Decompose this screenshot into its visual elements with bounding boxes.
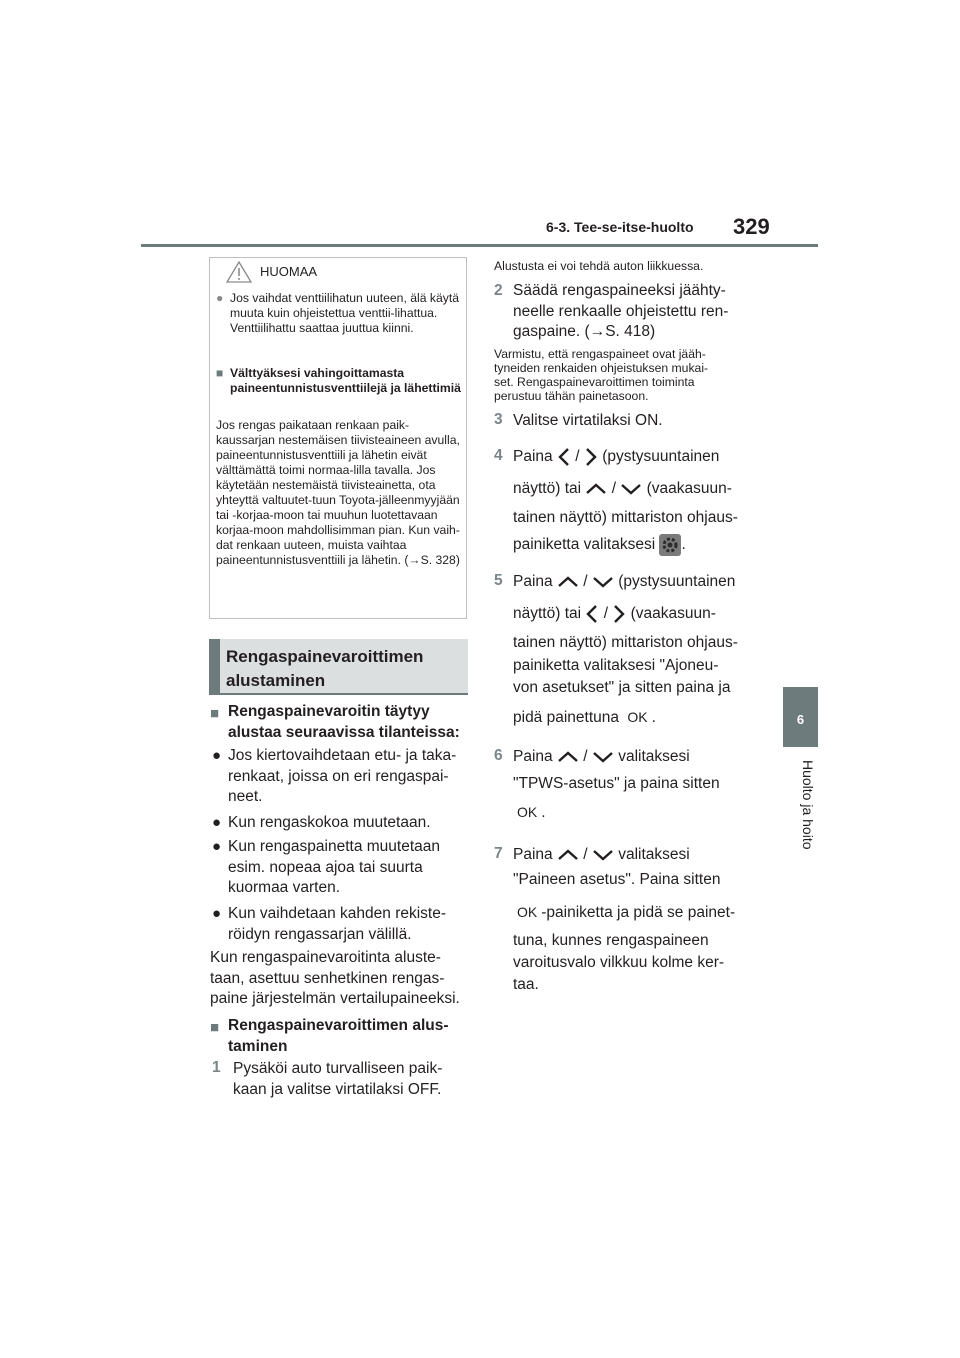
- step-text: OK -painiketta ja pidä se painet-: [513, 902, 735, 924]
- bullet-icon: ●: [212, 838, 222, 855]
- header-rule: [141, 244, 818, 247]
- list-item: Kun rengaskokoa muutetaan.: [228, 814, 431, 831]
- chevron-up-icon: [557, 575, 579, 589]
- chevron-right-icon: [584, 447, 598, 467]
- step-number: 1: [212, 1059, 221, 1076]
- chapter-number: 6: [796, 712, 805, 727]
- section-header: 6-3. Tee-se-itse-huolto: [546, 219, 694, 235]
- list-item: Kun vaihdetaan kahden rekiste- röidyn rengassarjan välillä.: [228, 905, 447, 943]
- step-text: näyttö) tai / (vaakasuun-: [513, 605, 716, 623]
- step-text: Pysäköi auto turvalliseen paik- kaan ja valitse virtatilaksi OFF.: [233, 1060, 443, 1098]
- list-item: Jos kiertovaihdetaan etu- ja taka- renkaat, joissa on eri rengaspai- neet.: [228, 747, 457, 805]
- section-title-line: Rengaspainevaroittimen: [226, 647, 424, 666]
- bullet-icon: ●: [212, 747, 222, 764]
- bullet-icon: ●: [212, 814, 222, 831]
- chevron-down-icon: [592, 848, 614, 862]
- step-number: 5: [494, 572, 503, 589]
- step-text: näyttö) tai / (vaakasuun-: [513, 480, 732, 497]
- chevron-down-icon: [620, 482, 642, 496]
- chevron-right-icon: [612, 604, 626, 624]
- bullet-icon: ●: [212, 905, 222, 922]
- step-number: 7: [494, 845, 503, 862]
- section-title: [226, 645, 423, 693]
- notice-item-body: Jos rengas paikataan renkaan paik-kaussarjan nestemäisen tiivisteaineen avulla, paineentunnistusventtiili ja lähetin eivät välttämättä toimi normaa-lilla tavalla. Jos käytetään nestemäistä tiivisteainetta, ota yhteyttä valtuutet-tuun Toyota-jälleenmyyjään tai -korjaa-moon tai muuhun luotettavaan korjaa-moon mahdollisimman pian. Kun vaih-dat renkaan uuteen, muista vaihtaa paineentunnistusventtiili ja lähetin. (→S. 328): [216, 418, 460, 567]
- step-text: "Paineen asetus". Paina sitten: [513, 871, 721, 888]
- step-text: tainen näyttö) mittariston ohjaus- painiketta valitaksesi "Ajoneu- von asetukset" ja sitten paina ja: [513, 634, 738, 696]
- step-text: tainen näyttö) mittariston ohjaus-: [513, 509, 738, 526]
- step-number: 6: [494, 747, 503, 764]
- step-number: 3: [494, 411, 503, 428]
- chevron-up-icon: [557, 848, 579, 862]
- notice-item-title: Välttyäksesi vahingoittamasta paineentunnistusventtiilejä ja lähettimiä: [230, 366, 461, 395]
- step-text: "TPWS-asetus" ja paina sitten: [513, 775, 720, 792]
- page-number: 329: [733, 214, 770, 239]
- square-bullet-icon: ■: [210, 705, 220, 722]
- section-title-line: alustaminen: [226, 671, 326, 690]
- list-item: Kun rengaspainetta muutetaan esim. nopeaa ajoa tai suurta kuormaa varten.: [228, 838, 440, 896]
- step-text: painiketta valitaksesi .: [513, 534, 686, 556]
- section-heading: [209, 639, 468, 695]
- square-bullet-icon: ■: [216, 366, 224, 380]
- step-text: Paina / (pystysuuntainen: [513, 573, 736, 590]
- subheading: Rengaspainevaroitin täytyy alustaa seuraavissa tilanteissa:: [228, 703, 460, 741]
- chapter-title: Huolto ja hoito: [800, 760, 816, 850]
- chevron-down-icon: [592, 750, 614, 764]
- notice-box: [209, 257, 467, 619]
- warning-icon: [226, 261, 252, 283]
- note: Varmistu, että rengaspaineet ovat jääh- tyneiden renkaiden ohjeistuksen mukai- set. Rengaspainevaroittimen toiminta perustuu tähän painetasoon.: [494, 347, 709, 403]
- notice-header: [210, 258, 466, 283]
- paragraph: Kun rengaspainevaroitinta aluste- taan, asettuu senhetkinen rengas- paine järjestelmän vertailupaineeksi.: [210, 949, 460, 1007]
- step-text: tuna, kunnes rengaspaineen varoitusvalo vilkkuu kolme ker- taa.: [513, 932, 725, 993]
- ok-button-icon: OK: [517, 904, 538, 920]
- note: Alustusta ei voi tehdä auton liikkuessa.: [494, 259, 704, 273]
- ok-button-icon: OK: [517, 804, 538, 820]
- section-heading-bar: [209, 639, 220, 695]
- notice-item: [216, 366, 462, 396]
- step-number: 2: [494, 282, 503, 299]
- bullet-icon: ●: [216, 291, 224, 305]
- chevron-up-icon: [557, 750, 579, 764]
- notice-item-text: Jos vaihdat venttiilihatun uuteen, älä käytä muuta kuin ohjeistettua venttii-lihattua. Venttiilihattu saattaa juuttua kiinni.: [230, 291, 460, 335]
- step-text: Säädä rengaspaineeksi jäähty- neelle renkaalle ohjeistettu ren- gaspaine. (→S. 418): [513, 282, 729, 340]
- step-text: Valitse virtatilaksi ON.: [513, 412, 663, 429]
- step-text: OK .: [513, 802, 546, 824]
- step-text: Paina / (pystysuuntainen: [513, 448, 720, 466]
- subheading: Rengaspainevaroittimen alus- taminen: [228, 1017, 449, 1055]
- step-number: 4: [494, 447, 503, 464]
- chevron-left-icon: [585, 604, 599, 624]
- chevron-down-icon: [592, 575, 614, 589]
- step-text: Paina / valitaksesi: [513, 748, 690, 765]
- notice-title: HUOMAA: [260, 264, 318, 279]
- notice-item: [216, 291, 462, 336]
- chevron-left-icon: [557, 447, 571, 467]
- chevron-up-icon: [585, 482, 607, 496]
- ok-button-icon: OK: [627, 709, 648, 725]
- settings-gear-icon: [659, 534, 681, 556]
- step-text: Paina / valitaksesi: [513, 846, 690, 863]
- step-text: pidä painettuna OK .: [513, 709, 656, 726]
- square-bullet-icon: ■: [210, 1019, 220, 1036]
